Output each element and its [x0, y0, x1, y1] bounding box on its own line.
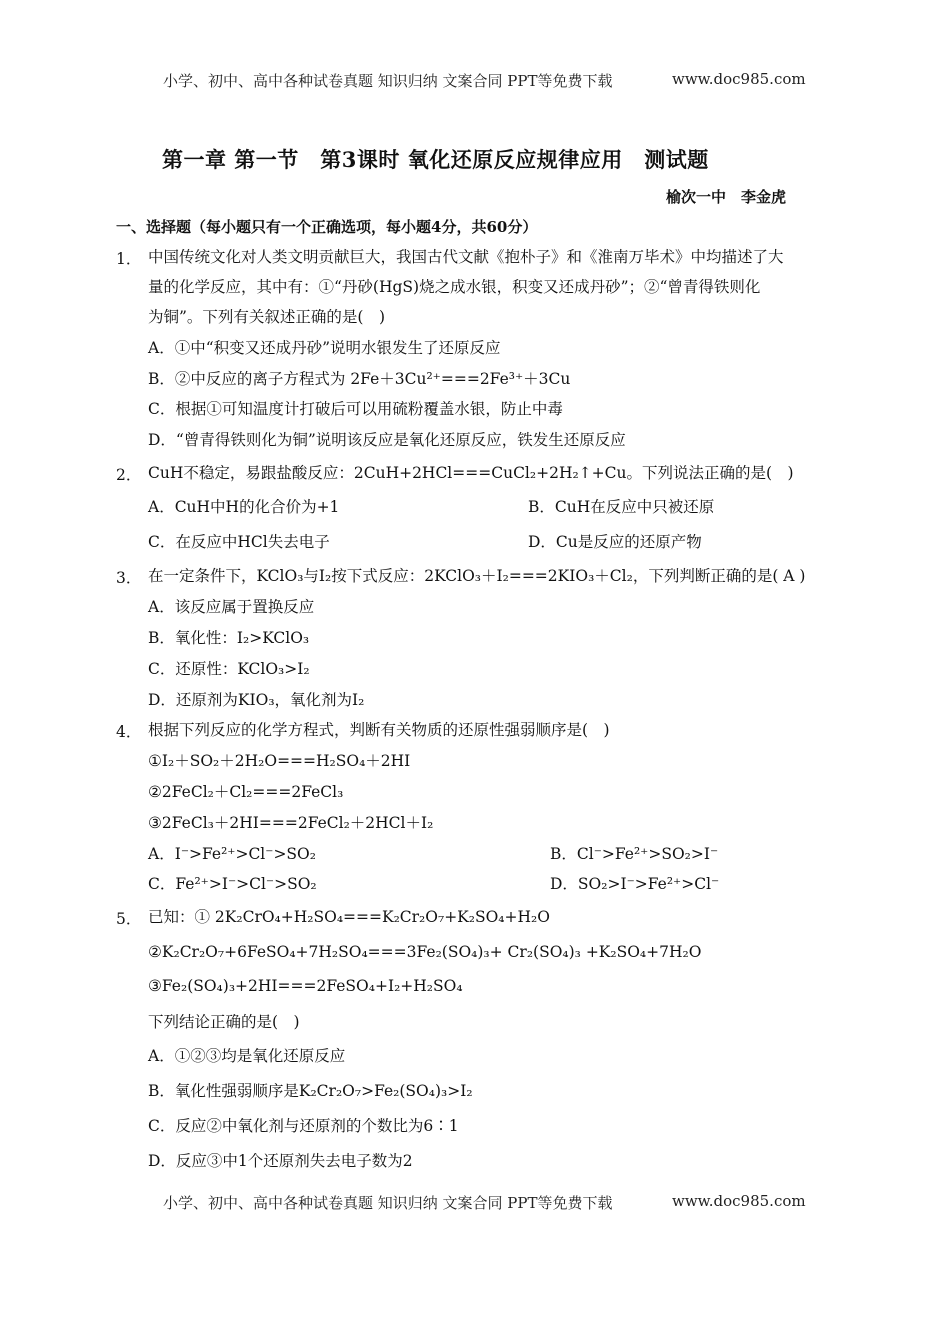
- q2-stem: CuH不稳定，易跟盐酸反应：2CuH+2HCl===CuCl₂+2H₂↑+Cu。下列说法正确的是( ): [148, 464, 794, 482]
- q3-option-b: B．氧化性：I₂>KClO₃: [148, 629, 310, 647]
- q5-number: 5．: [116, 910, 142, 928]
- q3-option-d: D．还原剂为KIO₃，氧化剂为I₂: [148, 691, 365, 709]
- footer-banner: 小学、初中、高中各种试卷真题 知识归纳 文案合同 PPT等免费下载: [163, 1194, 613, 1212]
- author: 榆次一中 李金虎: [666, 188, 787, 206]
- footer-site-url[interactable]: www.doc985.com: [672, 1192, 806, 1210]
- q5-option-c: C．反应②中氧化剂与还原剂的个数比为6∶1: [148, 1117, 459, 1135]
- q4-option-d: D．SO₂>I⁻>Fe²⁺>Cl⁻: [550, 875, 720, 893]
- q5-stem: 已知：① 2K₂CrO₄+H₂SO₄===K₂Cr₂O₇+K₂SO₄+H₂O: [148, 908, 550, 926]
- q4-reaction-2: ②2FeCl₂＋Cl₂===2FeCl₃: [148, 783, 344, 801]
- q1-option-c: C．根据①可知温度计打破后可以用硫粉覆盖水银，防止中毒: [148, 400, 563, 418]
- q5-option-b: B．氧化性强弱顺序是K₂Cr₂O₇>Fe₂(SO₄)₃>I₂: [148, 1082, 473, 1100]
- q5-reaction-3: ③Fe₂(SO₄)₃+2HI===2FeSO₄+I₂+H₂SO₄: [148, 977, 463, 995]
- q4-option-a: A．I⁻>Fe²⁺>Cl⁻>SO₂: [148, 845, 316, 863]
- q4-stem: 根据下列反应的化学方程式，判断有关物质的还原性强弱顺序是( ): [148, 721, 610, 739]
- q1-line2: 量的化学反应，其中有：①“丹砂(HgS)烧之成水银，积变又还成丹砂”；②“曾青得铁则化: [148, 278, 761, 296]
- q5-reaction-2: ②K₂Cr₂O₇+6FeSO₄+7H₂SO₄===3Fe₂(SO₄)₃+ Cr₂(SO₄)₃ +K₂SO₄+7H₂O: [148, 943, 702, 961]
- q1-option-b: B．②中反应的离子方程式为 2Fe＋3Cu²⁺===2Fe³⁺＋3Cu: [148, 370, 571, 388]
- q3-option-a: A．该反应属于置换反应: [148, 598, 315, 616]
- q5-option-a: A．①②③均是氧化还原反应: [148, 1047, 346, 1065]
- q5-ask: 下列结论正确的是( ): [148, 1013, 300, 1031]
- q2-option-a: A．CuH中H的化合价为+1: [148, 498, 340, 516]
- q1-line1: 中国传统文化对人类文明贡献巨大，我国古代文献《抱朴子》和《淮南万毕术》中均描述了大: [148, 248, 784, 266]
- q4-number: 4．: [116, 723, 142, 741]
- q3-option-c: C．还原性：KClO₃>I₂: [148, 660, 310, 678]
- q2-option-b: B．CuH在反应中只被还原: [528, 498, 715, 516]
- q4-option-b: B．Cl⁻>Fe²⁺>SO₂>I⁻: [550, 845, 719, 863]
- q2-option-c: C．在反应中HCl失去电子: [148, 533, 330, 551]
- q5-option-d: D．反应③中1个还原剂失去电子数为2: [148, 1152, 413, 1170]
- q1-line3: 为铜”。下列有关叙述正确的是( ): [148, 308, 386, 326]
- q3-number: 3．: [116, 569, 142, 587]
- q2-option-d: D．Cu是反应的还原产物: [528, 533, 702, 551]
- q4-reaction-1: ①I₂＋SO₂＋2H₂O===H₂SO₄＋2HI: [148, 752, 411, 770]
- q2-number: 2．: [116, 466, 142, 484]
- q4-reaction-3: ③2FeCl₃＋2HI===2FeCl₂＋2HCl＋I₂: [148, 814, 434, 832]
- q1-number: 1．: [116, 250, 142, 268]
- q1-option-a: A．①中“积变又还成丹砂”说明水银发生了还原反应: [148, 339, 501, 357]
- q3-stem: 在一定条件下，KClO₃与I₂按下式反应：2KClO₃＋I₂===2KIO₃＋Cl₂，下列判断正确的是( A ): [148, 567, 806, 585]
- page-title: 第一章 第一节 第3课时 氧化还原反应规律应用 测试题: [162, 147, 709, 172]
- header-banner: 小学、初中、高中各种试卷真题 知识归纳 文案合同 PPT等免费下载: [163, 72, 613, 90]
- q1-option-d: D．“曾青得铁则化为铜”说明该反应是氧化还原反应，铁发生还原反应: [148, 431, 626, 449]
- q4-option-c: C．Fe²⁺>I⁻>Cl⁻>SO₂: [148, 875, 317, 893]
- header-site-url[interactable]: www.doc985.com: [672, 70, 806, 88]
- section-heading: 一、选择题（每小题只有一个正确选项，每小题4分，共60分）: [116, 218, 538, 236]
